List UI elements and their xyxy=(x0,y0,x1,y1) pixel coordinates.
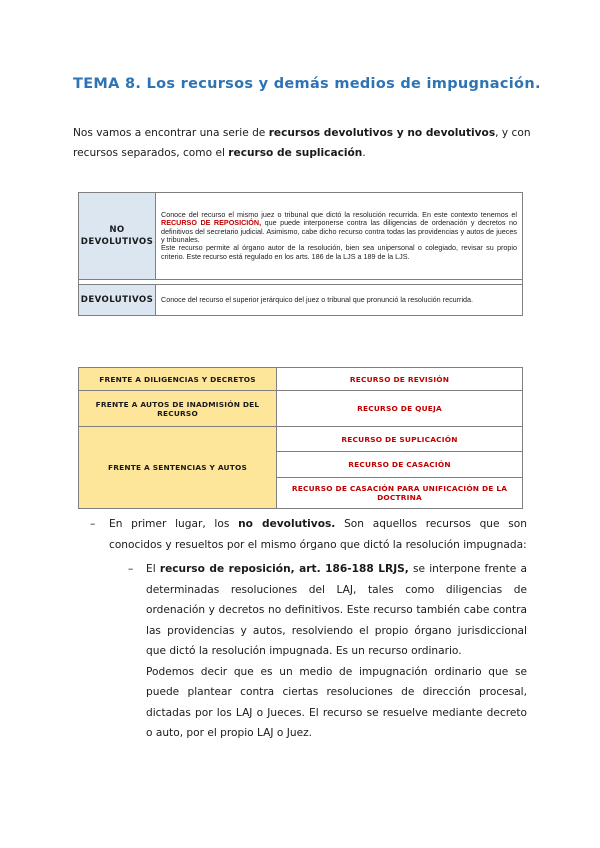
sub-item-paragraph-1 xyxy=(146,559,527,662)
recursos-table xyxy=(78,367,523,509)
devolutivos-description: Conoce del recurso el superior jerárquico del juez o tribunal que pronunció la resolución recurrida. xyxy=(156,285,523,316)
recurso-cell: RECURSO DE CASACIÓN PARA UNIFICACIÓN DE LA DOCTRINA xyxy=(277,478,523,509)
list-dash: – xyxy=(90,518,96,530)
recurso-reposicion-highlight: RECURSO DE REPOSICIÓN, xyxy=(161,218,262,228)
list-item xyxy=(90,514,527,555)
recurso-cell: RECURSO DE REVISIÓN xyxy=(277,368,523,391)
body-text: Son aquellos recursos que son conocidos y resueltos por el mismo órgano que dictó la resolución impugnada: xyxy=(109,518,527,551)
no-devolutivos-paragraph-2: Este recurso permite al órgano autor de la resolución, bien sea unipersonal o colegiado, revisar su propio criterio. Este recurso está regulado en los arts. 186 de la LJS a 189 de la LJS. xyxy=(161,243,517,261)
table-row xyxy=(79,368,523,391)
no-devolutivos-label xyxy=(79,193,156,280)
list-item-text xyxy=(109,514,527,555)
page-title: TEMA 8. Los recursos y demás medios de impugnación. xyxy=(73,76,541,92)
intro-text: . xyxy=(362,147,366,159)
intro-bold-suplicacion: recurso de suplicación xyxy=(228,147,363,159)
resolution-type-cell: FRENTE A SENTENCIAS Y AUTOS xyxy=(79,427,277,509)
body-bold: no devolutivos. xyxy=(238,518,336,530)
sub-list-item xyxy=(128,559,527,744)
recurso-cell: RECURSO DE SUPLICACIÓN xyxy=(277,427,523,452)
intro-text: , y con recursos separados, como el xyxy=(73,127,531,159)
intro-text: Nos vamos a encontrar una serie de xyxy=(73,127,269,139)
recurso-cell: RECURSO DE CASACIÓN xyxy=(277,452,523,478)
intro-paragraph xyxy=(73,123,533,163)
table-row-devolutivos xyxy=(79,285,523,316)
desc-text: Conoce del recurso el mismo juez o tribunal que dictó la resolución recurrida. En este contexto tenemos el xyxy=(161,210,517,220)
intro-bold-devolutivos: recursos devolutivos y no devolutivos xyxy=(268,127,496,139)
resolution-type-cell: FRENTE A AUTOS DE INADMISIÓN DEL RECURSO xyxy=(79,391,277,427)
devolutivos-table xyxy=(78,192,523,316)
recurso-cell: RECURSO DE QUEJA xyxy=(277,391,523,427)
body-text: El xyxy=(146,563,160,575)
body-text: En primer lugar, los xyxy=(109,518,239,530)
no-devolutivos-label-text: NO DEVOLUTIVOS xyxy=(80,225,154,247)
resolution-type-cell: FRENTE A DILIGENCIAS Y DECRETOS xyxy=(79,368,277,391)
body-text: se interpone frente a determinadas resoluciones del LAJ, tales como diligencias de ordenación y decretos no definitivos. Este recurso también cabe contra las providencias y autos, resolviendo el propio órgano jurisdiccional que dictó la resolución impugnada. Es un recurso ordinario. xyxy=(146,563,527,657)
table-row-no-devolutivos xyxy=(79,193,523,280)
sub-list-item-text xyxy=(146,559,527,744)
table-row xyxy=(79,391,523,427)
sub-item-paragraph-2: Podemos decir que es un medio de impugnación ordinario que se puede plantear contra ciertas resoluciones de dirección procesal, dictadas por los LAJ o Jueces. El recurso se resuelve mediante decreto o auto, por el propio LAJ o Juez. xyxy=(146,665,527,739)
devolutivos-label-text: DEVOLUTIVOS xyxy=(80,295,154,305)
devolutivos-label xyxy=(79,285,156,316)
list-dash: – xyxy=(128,563,134,575)
table-row xyxy=(79,427,523,452)
no-devolutivos-description xyxy=(156,193,523,280)
no-devolutivos-paragraph-1 xyxy=(161,211,517,244)
body-bold: recurso de reposición, art. 186-188 LRJS, xyxy=(159,563,409,575)
desc-text: que puede interponerse contra las diligencias de ordenación y decretos no definitivos del secretario judicial. Asimismo, cabe dicho recurso contra todas las providencias y autos de jueces y tribunales. xyxy=(161,218,517,244)
